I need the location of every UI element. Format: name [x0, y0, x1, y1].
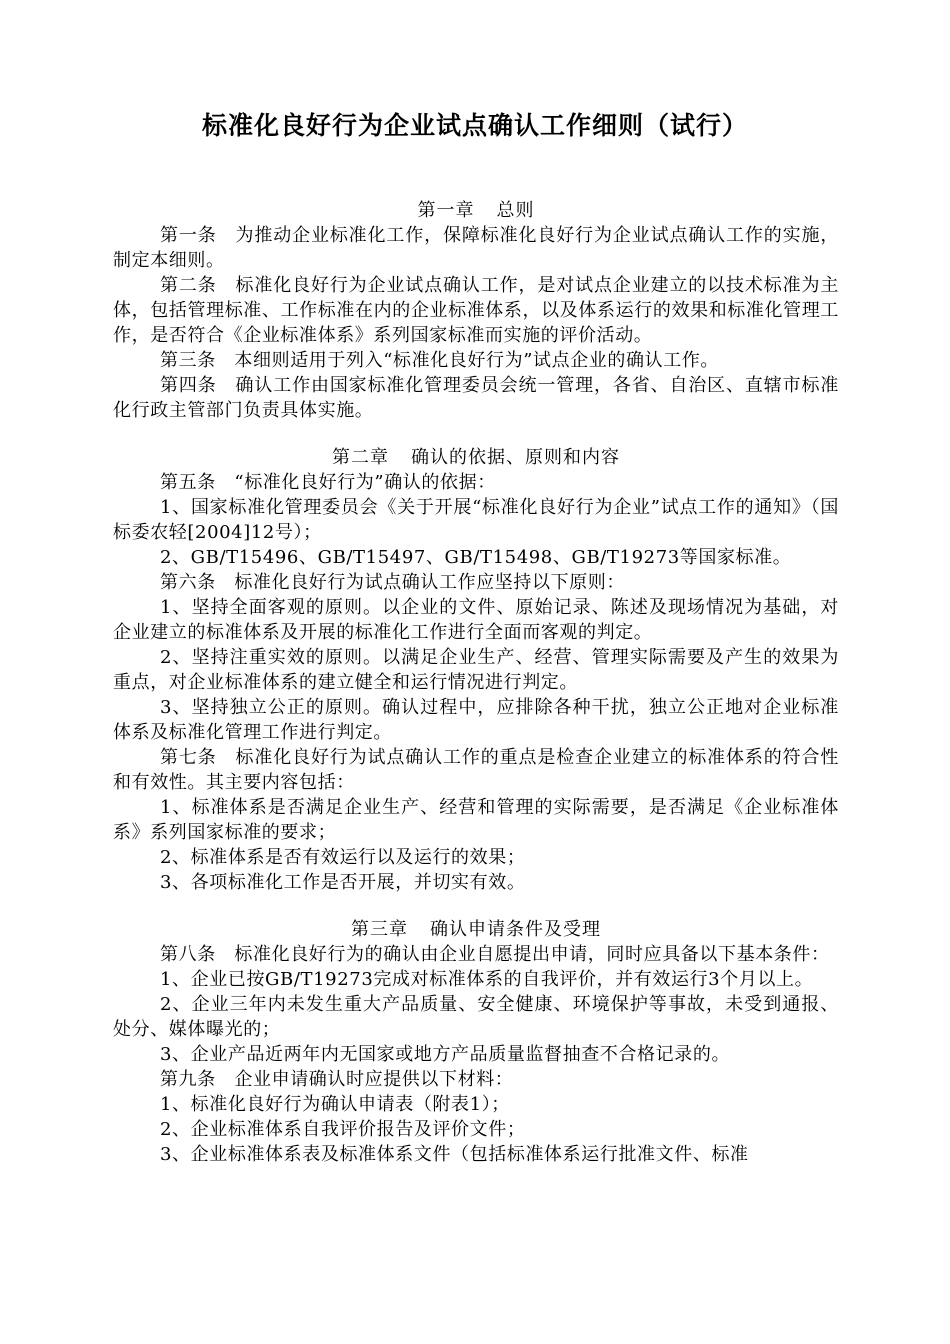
list-item: 1、标准体系是否满足企业生产、经营和管理的实际需要，是否满足《企业标准体系》系列国家标准的要求；: [113, 797, 839, 843]
list-item: 2、坚持注重实效的原则。以满足企业生产、经营、管理实际需要及产生的效果为重点，对企业标准体系的建立健全和运行情况进行判定。: [113, 647, 839, 693]
chapter-number: 第三章: [351, 919, 408, 940]
list-item: 2、企业三年内未发生重大产品质量、安全健康、环境保护等事故，未受到通报、处分、媒体曝光的；: [113, 994, 839, 1040]
list-item: 1、标准化良好行为确认申请表（附表1）；: [160, 1094, 510, 1115]
article-paragraph: 第四条 确认工作由国家标准化管理委员会统一管理，各省、自治区、直辖市标准化行政主管部门负责具体实施。: [113, 375, 839, 421]
chapter-1: [113, 198, 839, 423]
article-paragraph: 第八条 标准化良好行为的确认由企业自愿提出申请，同时应具备以下基本条件：: [160, 944, 830, 965]
chapter-heading: [113, 445, 839, 470]
chapter-3: [113, 917, 839, 1167]
chapter-heading: [113, 917, 839, 942]
chapter-name: 确认申请条件及受理: [430, 919, 601, 940]
article-paragraph: 第二条 标准化良好行为企业试点确认工作，是对试点企业建立的以技术标准为主体，包括管理标准、工作标准在内的企业标准体系，以及体系运行的效果和标准化管理工作，是否符合《企业标准体系》系列国家标准而实施的评价活动。: [113, 275, 839, 346]
chapter-name: 总则: [496, 200, 535, 221]
article-paragraph: 第五条 “标准化良好行为”确认的依据：: [160, 472, 496, 493]
document-title: 标准化良好行为企业试点确认工作细则（试行）: [201, 111, 748, 140]
list-item: 3、坚持独立公正的原则。确认过程中，应排除各种干扰，独立公正地对企业标准体系及标准化管理工作进行判定。: [113, 697, 839, 743]
list-item: 1、企业已按GB/T19273完成对标准体系的自我评价，并有效运行3个月以上。: [160, 969, 814, 990]
list-item: 2、GB/T15496、GB/T15497、GB/T15498、GB/T19273等国家标准。: [160, 547, 792, 568]
article-paragraph: 第七条 标准化良好行为试点确认工作的重点是检查企业建立的标准体系的符合性和有效性。其主要内容包括：: [113, 747, 839, 793]
chapter-number: 第二章: [332, 447, 389, 468]
article-paragraph: 第三条 本细则适用于列入“标准化良好行为”试点企业的确认工作。: [160, 350, 720, 371]
list-item: 2、标准体系是否有效运行以及运行的效果；: [160, 847, 526, 868]
chapter-number: 第一章: [417, 200, 475, 221]
list-item: 1、坚持全面客观的原则。以企业的文件、原始记录、陈述及现场情况为基础，对企业建立的标准体系及开展的标准化工作进行全面而客观的判定。: [113, 597, 839, 643]
article-paragraph: 第六条 标准化良好行为试点确认工作应坚持以下原则：: [160, 572, 625, 593]
chapter-2: [113, 445, 839, 895]
article-paragraph: 第一条 为推动企业标准化工作，保障标准化良好行为企业试点确认工作的实施，制定本细则。: [113, 225, 839, 271]
chapter-heading: [113, 198, 839, 223]
document-body: [113, 198, 839, 1167]
list-item: 1、国家标准化管理委员会《关于开展“标准化良好行为企业”试点工作的通知》（国标委农轻[2004]12号）；: [113, 497, 839, 543]
chapter-name: 确认的依据、原则和内容: [411, 447, 620, 468]
article-paragraph: 第九条 企业申请确认时应提供以下材料：: [160, 1069, 514, 1090]
list-item: 2、企业标准体系自我评价报告及评价文件；: [160, 1119, 526, 1140]
list-item: 3、企业产品近两年内无国家或地方产品质量监督抽查不合格记录的。: [160, 1044, 731, 1065]
list-item: 3、各项标准化工作是否开展，并切实有效。: [160, 872, 526, 893]
list-item: 3、企业标准体系表及标准体系文件（包括标准体系运行批准文件、标准: [160, 1144, 749, 1165]
